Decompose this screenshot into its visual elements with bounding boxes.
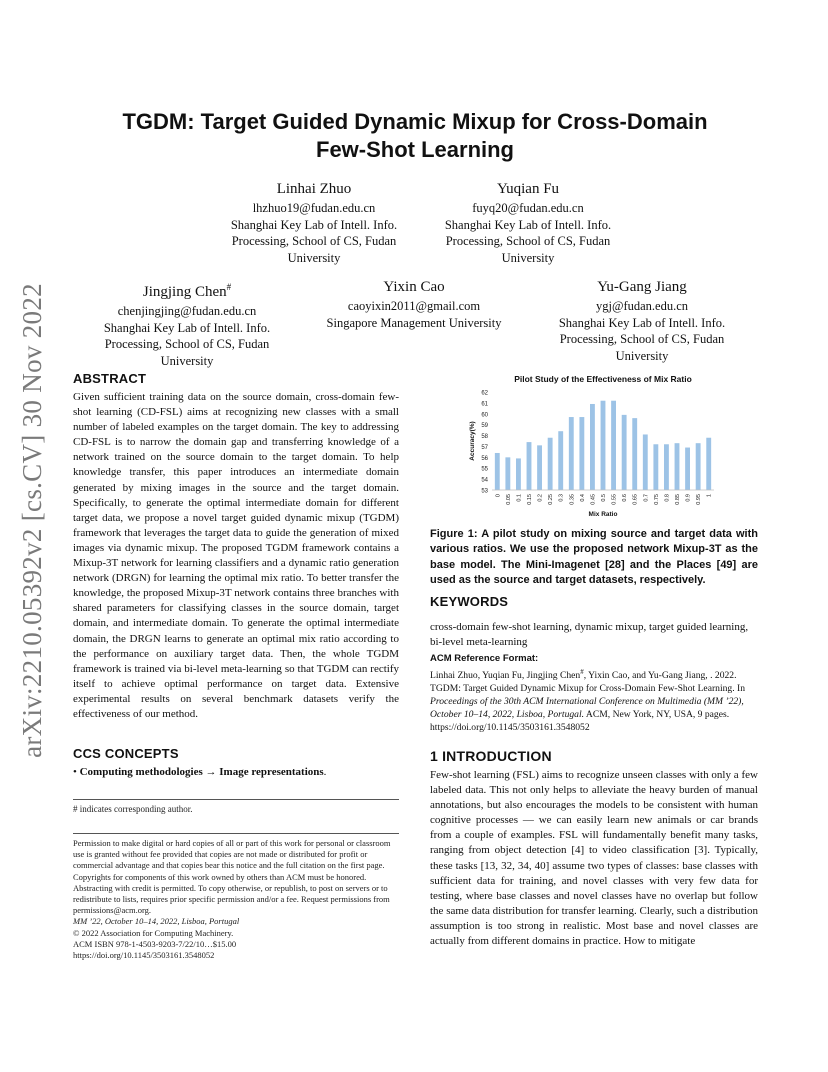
introduction-text: Few-shot learning (FSL) aims to recognize unseen classes with only a few labeled data. This not only helps to alleviate the heavy burden of manual annotations, but also encourages the models to be consistent with human cognitive processes — we can easily learn new animals or car brands from a couple of examples. FSL will fundamentally benefit many tasks, ranging from object detection [4] to video classification [3]. Typically, these tasks [13, 32, 34, 40] assume two types of classes: base classes with sufficient data for training, and novel classes with very few data for testing, where base classes and novel classes have no overlap but follow the same data distribution for transfer learning. Clearly, such a distribution assumption is too strong in realistic. Most base and novel classes are actually from different domains in practice. How to mitigate bbox=[430, 769, 758, 948]
y-tick-label: 61 bbox=[481, 401, 488, 408]
footnote-rule bbox=[73, 799, 399, 800]
x-tick-label: 0.7 bbox=[643, 494, 650, 502]
bar bbox=[537, 445, 542, 490]
acm-ref-rest: , Yixin Cao, and Yu-Gang Jiang, . 2022. TGDM: Target Guided Dynamic Mixup for Cross-Domain Few-Shot Learning. In bbox=[430, 670, 745, 695]
arxiv-stamp-text: arXiv:2210.05392v2 [cs.CV] 30 Nov 2022 bbox=[16, 282, 47, 758]
bar bbox=[632, 418, 637, 490]
ccs-heading: CCS CONCEPTS bbox=[73, 746, 179, 761]
author-name: Yuqian Fu bbox=[496, 181, 560, 197]
bar bbox=[706, 438, 711, 490]
chart-title: Pilot Study of the Effectiveness of Mix Ratio bbox=[514, 374, 692, 384]
author-affiliation: Processing, School of CS, Fudan bbox=[104, 337, 270, 351]
bar bbox=[611, 401, 616, 490]
x-tick-label: 0.4 bbox=[579, 494, 586, 502]
isbn-line: ACM ISBN 978-1-4503-9203-7/22/10…$15.00 bbox=[73, 938, 237, 949]
corresponding-mark: # bbox=[226, 282, 232, 292]
introduction-heading: 1 INTRODUCTION bbox=[430, 748, 552, 764]
author-affiliation: Processing, School of CS, Fudan bbox=[559, 332, 725, 346]
y-axis-label: Accuracy(%) bbox=[469, 421, 476, 461]
x-tick-label: 0.45 bbox=[590, 494, 597, 505]
y-tick-label: 59 bbox=[481, 423, 488, 430]
bar bbox=[643, 434, 648, 490]
ccs-concept bbox=[73, 766, 326, 778]
acm-ref-mark: # bbox=[580, 668, 584, 676]
ccs-period: . bbox=[323, 766, 327, 778]
acm-ref-heading: ACM Reference Format: bbox=[430, 653, 539, 664]
x-tick-label: 0.15 bbox=[527, 494, 533, 505]
title-line-1: TGDM: Target Guided Dynamic Mixup for Cross-Domain bbox=[122, 109, 708, 134]
bar bbox=[516, 458, 521, 490]
x-tick-label: 0.2 bbox=[537, 494, 544, 502]
x-tick-label: 0.3 bbox=[558, 494, 565, 502]
conference-line: MM ’22, October 10–14, 2022, Lisboa, Portugal bbox=[73, 916, 240, 927]
y-tick-label: 56 bbox=[481, 455, 488, 462]
author-affiliation: Processing, School of CS, Fudan bbox=[445, 234, 611, 248]
author-block-chen bbox=[73, 278, 301, 369]
permission-text: Permission to make digital or hard copies of all or part of this work for personal or classroom use is granted without fee provided that copies are not made or distributed for profit or commercial advantage and that copies bear this notice and the full citation on the first page. Copyrights for components of this work owned by others than ACM must be honored. Abstracting with credit is permitted. To copy otherwise, or republish, to post on servers or to redistribute to lists, requires prior specific permission and/or a fee. Request permissions from permissions@acm.org. bbox=[73, 838, 391, 916]
author-affiliation: University bbox=[160, 353, 214, 368]
footnote-text: # indicates corresponding author. bbox=[73, 804, 193, 814]
x-tick-label: 0.35 bbox=[569, 494, 576, 505]
chart-svg bbox=[462, 370, 722, 520]
author-affiliation: Shanghai Key Lab of Intell. Info. bbox=[103, 320, 271, 335]
paper-title bbox=[90, 108, 740, 164]
permission-block bbox=[73, 838, 399, 961]
bar bbox=[685, 448, 690, 490]
bar bbox=[558, 431, 563, 490]
y-tick-label: 55 bbox=[481, 466, 488, 473]
y-tick-label: 58 bbox=[481, 434, 488, 441]
author-affiliation: University bbox=[615, 348, 669, 363]
bar bbox=[622, 415, 627, 490]
author-email: lhzhuo19@fudan.edu.cn bbox=[252, 201, 376, 215]
author-block-fu bbox=[414, 180, 642, 266]
bar bbox=[696, 443, 701, 490]
x-tick-label: 0.85 bbox=[675, 494, 681, 505]
author-affiliation: University bbox=[287, 250, 341, 265]
x-tick-label: 0 bbox=[495, 494, 502, 498]
author-block-zhuo bbox=[200, 180, 428, 266]
permission-rule bbox=[73, 833, 399, 834]
x-tick-label: 0.9 bbox=[685, 494, 692, 502]
bar bbox=[601, 401, 606, 490]
author-block-jiang bbox=[528, 278, 756, 364]
bar bbox=[505, 457, 510, 490]
bar bbox=[495, 453, 500, 490]
acm-ref-authors: Linhai Zhuo, Yuqian Fu, Jingjing Chen bbox=[430, 670, 581, 682]
bar bbox=[579, 417, 584, 490]
keywords-heading: KEYWORDS bbox=[430, 594, 509, 609]
abstract-heading: ABSTRACT bbox=[73, 371, 147, 386]
x-tick-label: 0.5 bbox=[601, 494, 607, 502]
acm-ref-proceedings: Proceedings of the 30th ACM International Conference on Multimedia (MM ’22), October 10–14, 2022, Lisboa, Portugal. bbox=[430, 696, 744, 721]
x-tick-label: 0.8 bbox=[664, 494, 671, 502]
author-name: Linhai Zhuo bbox=[276, 181, 352, 197]
x-tick-label: 0.55 bbox=[611, 494, 618, 505]
bar bbox=[675, 443, 680, 490]
y-tick-label: 57 bbox=[481, 444, 488, 451]
bar bbox=[653, 444, 658, 490]
figure-caption: Figure 1: A pilot study on mixing source and target data with various ratios. We use the proposed network Mixup-3T as the base model. The Mini-Imagenet [28] and the Places [49] are used as the source and target datasets, respectively. bbox=[430, 528, 758, 587]
author-affiliation: Shanghai Key Lab of Intell. Info. bbox=[444, 217, 612, 232]
mix-ratio-chart bbox=[462, 370, 722, 520]
author-affiliation: Shanghai Key Lab of Intell. Info. bbox=[230, 217, 398, 232]
author-affiliation: Shanghai Key Lab of Intell. Info. bbox=[558, 315, 726, 330]
x-axis-label: Mix Ratio bbox=[588, 511, 618, 518]
copyright-line: © 2022 Association for Computing Machinery. bbox=[73, 927, 234, 938]
title-line-2: Few-Shot Learning bbox=[316, 137, 514, 162]
doi-line: https://doi.org/10.1145/3503161.3548052 bbox=[73, 950, 215, 961]
bar bbox=[527, 442, 532, 490]
author-affiliation: Singapore Management University bbox=[326, 315, 502, 330]
abstract-text: Given sufficient training data on the source domain, cross-domain few-shot learning (CD-FSL) aims at recognizing new classes with a small number of labeled examples on the target domain. The key to addressing CD-FSL is to narrow the domain gap and transferring knowledge of a network trained on the source domain to the target domain. To help knowledge transfer, this paper introduces an intermediate domain generated by mixing images in the source and the target domain. Specifically, to generate the optimal intermediate domain for different target data, we propose a novel target guided dynamic mixup (TGDM) framework that leverages the target data to guide the generation of mixed images via dynamic mixup. The proposed TGDM framework contains a Mixup-3T network for learning classifiers and a dynamic ratio generation network (DRGN) for learning the optimal mix ratio. To better transfer the knowledge, the proposed Mixup-3T network contains three branches with shared parameters for classifying classes in the source domain, target domain, and intermediate domain. To generate the optimal intermediate domain, the DRGN learns to generate an optimal mix ratio according to the performance on auxiliary target data. Then, the whole TGDM framework is trained via bi-level meta-learning so that TGDM can rectify itself to achieve optimal performance on target data. Extensive experimental results on several benchmark datasets verify the effectiveness of our method. bbox=[73, 391, 399, 720]
x-tick-label: 0.05 bbox=[505, 494, 512, 505]
author-email: caoyixin2011@gmail.com bbox=[347, 299, 481, 313]
author-affiliation: Processing, School of CS, Fudan bbox=[231, 234, 397, 248]
acm-reference bbox=[430, 666, 760, 734]
x-tick-label: 1 bbox=[706, 494, 713, 498]
keywords-text: cross-domain few-shot learning, dynamic mixup, target guided learning, bi-level meta-learning bbox=[430, 621, 749, 649]
x-tick-label: 0.25 bbox=[548, 494, 555, 505]
author-email: fuyq20@fudan.edu.cn bbox=[472, 201, 584, 215]
y-tick-label: 62 bbox=[481, 390, 488, 397]
y-tick-label: 60 bbox=[481, 412, 488, 419]
ccs-bullet: • bbox=[73, 766, 77, 778]
bar bbox=[664, 444, 669, 490]
author-block-cao bbox=[300, 278, 528, 331]
author-name: Yu-Gang Jiang bbox=[597, 279, 687, 295]
bar bbox=[569, 417, 574, 490]
x-tick-label: 0.6 bbox=[622, 494, 629, 502]
x-tick-label: 0.1 bbox=[516, 494, 523, 502]
x-tick-label: 0.75 bbox=[653, 494, 660, 505]
author-name: Jingjing Chen# bbox=[142, 282, 232, 300]
y-tick-label: 53 bbox=[481, 488, 488, 495]
bar bbox=[548, 438, 553, 490]
x-tick-label: 0.65 bbox=[632, 494, 639, 505]
author-name: Yixin Cao bbox=[383, 279, 445, 295]
author-email: chenjingjing@fudan.edu.cn bbox=[117, 304, 257, 318]
y-tick-label: 54 bbox=[481, 477, 488, 484]
x-tick-label: 0.95 bbox=[696, 494, 703, 505]
bar bbox=[590, 404, 595, 490]
author-email: ygj@fudan.edu.cn bbox=[595, 299, 689, 313]
author-affiliation: University bbox=[501, 250, 555, 265]
ccs-concept-text: Computing methodologies → Image representations bbox=[79, 766, 324, 778]
arxiv-stamp bbox=[12, 280, 52, 760]
acm-ref-tail: ACM, New York, NY, USA, 9 pages. https://doi.org/10.1145/3503161.3548052 bbox=[430, 709, 730, 734]
